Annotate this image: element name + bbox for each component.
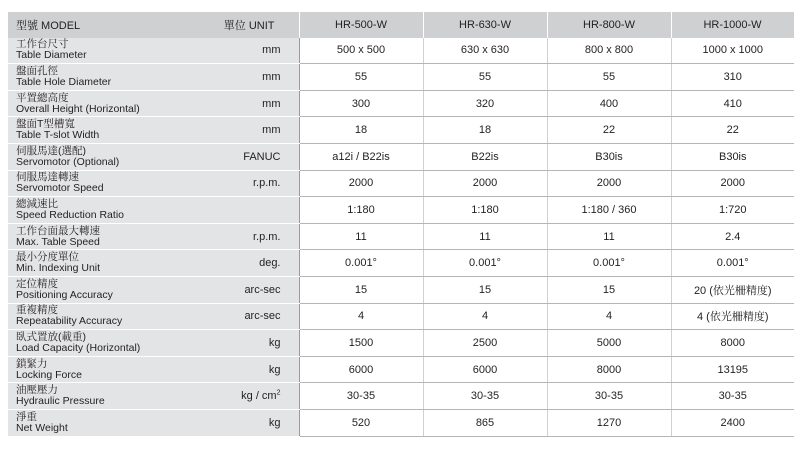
spec-value-cell: 1000 x 1000 (671, 38, 794, 64)
table-row (8, 276, 794, 303)
spec-value-cell: 4 (423, 303, 547, 330)
spec-value-cell: 400 (547, 90, 671, 117)
spec-item-chinese-label: 定位精度 (16, 277, 58, 290)
spec-unit-text: mm (262, 124, 281, 137)
table-row (8, 223, 794, 250)
table-row (8, 64, 794, 91)
spec-item-chinese-label: 鎖緊力 (16, 357, 48, 370)
spec-item-english-label: Table T-slot Width (16, 129, 100, 142)
spec-item-label (8, 38, 204, 64)
spec-value-cell: 320 (423, 90, 547, 117)
spec-value-cell: 6000 (299, 356, 423, 383)
model-header-hr-800-w: HR-800-W (547, 12, 671, 38)
model-header-hr-1000-w: HR-1000-W (671, 12, 794, 38)
spec-value-cell: 18 (423, 117, 547, 144)
spec-unit-text: deg. (259, 257, 281, 270)
spec-value-cell: 5000 (547, 330, 671, 357)
spec-unit (204, 90, 299, 117)
spec-value-cell: 15 (547, 276, 671, 303)
spec-item-label (8, 64, 204, 91)
spec-value-cell: 30-35 (299, 383, 423, 410)
header-row (8, 12, 794, 38)
spec-value-cell: 55 (423, 64, 547, 91)
spec-unit (204, 143, 299, 170)
table-row (8, 330, 794, 357)
spec-item-label (8, 170, 204, 197)
spec-unit-text: kg (268, 336, 281, 349)
spec-value-cell: 30-35 (547, 383, 671, 410)
spec-item-english-label: Hydraulic Pressure (16, 395, 105, 408)
unit-header: 單位 UNIT (204, 12, 299, 38)
spec-value-cell: 2000 (299, 170, 423, 197)
spec-value-cell: 15 (423, 276, 547, 303)
spec-item-label (8, 330, 204, 357)
spec-unit (204, 170, 299, 197)
spec-item-label (8, 143, 204, 170)
spec-item-label (8, 356, 204, 383)
spec-item-label (8, 223, 204, 250)
table-row (8, 409, 794, 436)
spec-item-label (8, 409, 204, 436)
table-row (8, 38, 794, 64)
spec-item-english-label: Min. Indexing Unit (16, 262, 101, 275)
spec-item-label (8, 276, 204, 303)
spec-unit-text: arc-sec (244, 310, 281, 323)
spec-item-english-label: Table Diameter (16, 49, 87, 62)
spec-item-english-label: Net Weight (16, 421, 68, 434)
spec-value-cell: 11 (547, 223, 671, 250)
spec-value-cell: 20 (依光柵精度) (671, 276, 794, 303)
spec-unit (204, 276, 299, 303)
spec-value-cell: 1:720 (671, 197, 794, 224)
spec-value-cell: 22 (547, 117, 671, 144)
spec-value-cell: 0.001° (299, 250, 423, 277)
spec-value-cell: 500 x 500 (299, 38, 423, 64)
spec-unit (204, 409, 299, 436)
spec-value-cell: 4 (547, 303, 671, 330)
spec-item-label (8, 303, 204, 330)
spec-item-label (8, 117, 204, 144)
spec-item-label (8, 90, 204, 117)
spec-value-cell: 13195 (671, 356, 794, 383)
spec-value-cell: 800 x 800 (547, 38, 671, 64)
table-row (8, 383, 794, 410)
spec-value-cell: 11 (423, 223, 547, 250)
spec-value-cell: 2000 (547, 170, 671, 197)
spec-unit (204, 383, 299, 410)
spec-item-english-label: Speed Reduction Ratio (16, 208, 124, 221)
spec-item-label (8, 250, 204, 277)
spec-value-cell: 1:180 (423, 197, 547, 224)
table-row (8, 90, 794, 117)
spec-item-label (8, 197, 204, 224)
spec-unit-text: FANUC (243, 150, 281, 163)
spec-table (8, 12, 795, 437)
spec-value-cell: 6000 (423, 356, 547, 383)
spec-item-chinese-label: 工作台面最大轉速 (16, 224, 100, 237)
spec-value-cell: 310 (671, 64, 794, 91)
spec-item-english-label: Servomotor Speed (16, 182, 104, 195)
spec-unit (204, 250, 299, 277)
spec-unit-text: kg (268, 416, 281, 429)
spec-item-chinese-label: 盤面孔徑 (16, 64, 58, 77)
spec-unit (204, 38, 299, 64)
spec-unit (204, 64, 299, 91)
spec-item-chinese-label: 盤面T型槽寬 (16, 118, 75, 131)
spec-value-cell: 520 (299, 409, 423, 436)
spec-item-english-label: Max. Table Speed (16, 235, 100, 248)
spec-value-cell: 0.001° (423, 250, 547, 277)
spec-item-chinese-label: 工作台尺寸 (16, 38, 69, 51)
table-row (8, 143, 794, 170)
spec-value-cell: B30is (671, 143, 794, 170)
spec-unit-text: mm (262, 70, 281, 83)
spec-item-chinese-label: 最小分度單位 (16, 251, 79, 264)
spec-item-chinese-label: 淨重 (16, 410, 37, 423)
spec-value-cell: 55 (299, 64, 423, 91)
spec-item-chinese-label: 伺服馬達轉速 (16, 171, 79, 184)
spec-unit-superscript: 2 (276, 389, 281, 397)
spec-value-cell: 2.4 (671, 223, 794, 250)
spec-value-cell: 2400 (671, 409, 794, 436)
spec-value-cell: 1500 (299, 330, 423, 357)
spec-unit (204, 117, 299, 144)
spec-unit (204, 356, 299, 383)
spec-value-cell: 2000 (423, 170, 547, 197)
spec-item-english-label: Positioning Accuracy (16, 288, 113, 301)
spec-value-cell: 0.001° (671, 250, 794, 277)
spec-unit (204, 303, 299, 330)
spec-value-cell: 4 (299, 303, 423, 330)
spec-value-cell: 0.001° (547, 250, 671, 277)
spec-item-chinese-label: 重複精度 (16, 304, 58, 317)
table-row (8, 303, 794, 330)
table-row (8, 250, 794, 277)
spec-value-cell: 55 (547, 64, 671, 91)
spec-value-cell: 11 (299, 223, 423, 250)
spec-item-chinese-label: 伺服馬達(選配) (16, 144, 86, 157)
table-row (8, 170, 794, 197)
spec-value-cell: a12i / B22is (299, 143, 423, 170)
spec-item-english-label: Locking Force (16, 368, 82, 381)
spec-value-cell: B22is (423, 143, 547, 170)
spec-unit-text: kg / cm (241, 390, 277, 403)
spec-value-cell: 22 (671, 117, 794, 144)
model-header-hr-500-w: HR-500-W (299, 12, 423, 38)
spec-value-cell: 865 (423, 409, 547, 436)
spec-item-chinese-label: 臥式置放(載重) (16, 330, 86, 343)
spec-value-cell: 1270 (547, 409, 671, 436)
spec-item-english-label: Load Capacity (Horizontal) (16, 341, 141, 354)
table-row (8, 197, 794, 224)
spec-value-cell: 2000 (671, 170, 794, 197)
spec-item-english-label: Servomotor (Optional) (16, 155, 120, 168)
spec-value-cell: 2500 (423, 330, 547, 357)
spec-unit-text: r.p.m. (252, 230, 281, 243)
spec-unit (204, 197, 299, 224)
spec-unit (204, 330, 299, 357)
spec-value-cell: 30-35 (423, 383, 547, 410)
spec-value-cell: 1:180 / 360 (547, 197, 671, 224)
spec-unit (204, 223, 299, 250)
spec-value-cell: 630 x 630 (423, 38, 547, 64)
spec-item-chinese-label: 總減速比 (16, 197, 58, 210)
model-header: 型號 MODEL (8, 12, 204, 38)
table-row (8, 117, 794, 144)
spec-unit-text: r.p.m. (252, 177, 281, 190)
spec-item-english-label: Table Hole Diameter (16, 75, 112, 88)
spec-value-cell: 410 (671, 90, 794, 117)
spec-value-cell: 4 (依光柵精度) (671, 303, 794, 330)
spec-unit-text: arc-sec (244, 283, 281, 296)
spec-value-cell: 8000 (547, 356, 671, 383)
spec-value-cell: B30is (547, 143, 671, 170)
spec-value-cell: 300 (299, 90, 423, 117)
spec-item-english-label: Overall Height (Horizontal) (16, 102, 140, 115)
spec-unit-text: kg (268, 363, 281, 376)
spec-value-cell: 1:180 (299, 197, 423, 224)
spec-unit-text: mm (262, 97, 281, 110)
spec-item-label (8, 383, 204, 410)
table-row (8, 356, 794, 383)
spec-unit-text: mm (262, 44, 281, 57)
spec-item-chinese-label: 平置總高度 (16, 91, 69, 104)
spec-value-cell: 15 (299, 276, 423, 303)
spec-value-cell: 30-35 (671, 383, 794, 410)
spec-item-chinese-label: 油壓壓力 (16, 384, 58, 397)
spec-value-cell: 18 (299, 117, 423, 144)
model-header-hr-630-w: HR-630-W (423, 12, 547, 38)
spec-value-cell: 8000 (671, 330, 794, 357)
spec-item-english-label: Repeatability Accuracy (16, 315, 123, 328)
